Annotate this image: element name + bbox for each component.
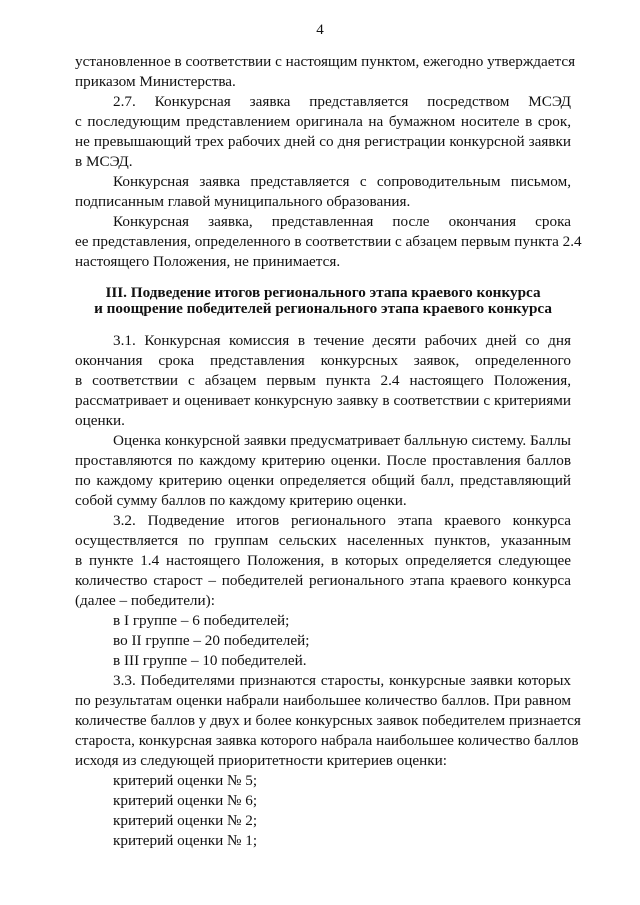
text-line: подписанным главой муниципального образования. bbox=[75, 193, 411, 210]
text-line: осуществляется по группам сельских населенных пунктов, указанным bbox=[75, 532, 571, 549]
page-number: 4 bbox=[316, 22, 324, 38]
text-line: собой сумму баллов по каждому критерию оценки. bbox=[75, 492, 407, 509]
text-line: с последующим представлением оригинала на бумажном носителе в срок, bbox=[75, 113, 571, 130]
text-line: проставляются по каждому критерию оценки. После проставления баллов bbox=[75, 452, 571, 469]
text-line: настоящего Положения, не принимается. bbox=[75, 253, 341, 270]
list-item: критерий оценки № 5; bbox=[113, 772, 258, 789]
text-line: в МСЭД. bbox=[75, 153, 133, 170]
list-item: во II группе – 20 победителей; bbox=[113, 632, 310, 649]
section-heading: III. Подведение итогов регионального этапа краевого конкурса bbox=[105, 284, 541, 301]
list-item: в I группе – 6 победителей; bbox=[113, 612, 290, 629]
text-line: ее представления, определенного в соответствии с абзацем первым пункта 2.4 bbox=[75, 233, 582, 250]
text-line: приказом Министерства. bbox=[75, 73, 236, 90]
text-line: рассматривает и оценивает конкурсную заявку в соответствии с критериями bbox=[75, 392, 571, 409]
text-line: количестве баллов у двух и более конкурсных заявок победителем признается bbox=[75, 712, 581, 729]
paragraph-start: Конкурсная заявка, представленная после окончания срока bbox=[113, 213, 571, 230]
text-line: исходя из следующей приоритетности критериев оценки: bbox=[75, 752, 447, 769]
text-line: оценки. bbox=[75, 412, 125, 429]
text-line: по результатам оценки набрали наибольшее количество баллов. При равном bbox=[75, 692, 571, 709]
text-line: староста, конкурсная заявка которого набрала наибольшее количество баллов bbox=[75, 732, 579, 749]
text-line: в соответствии с абзацем первым пункта 2.4 настоящего Положения, bbox=[75, 372, 571, 389]
text-line: установленное в соответствии с настоящим пунктом, ежегодно утверждается bbox=[75, 53, 576, 70]
list-item: критерий оценки № 1; bbox=[113, 832, 258, 849]
paragraph-3-1: 3.1. Конкурсная комиссия в течение десяти рабочих дней со дня bbox=[113, 332, 571, 349]
paragraph-start: Оценка конкурсной заявки предусматривает балльную систему. Баллы bbox=[113, 432, 571, 449]
text-line: в пункте 1.4 настоящего Положения, в которых определяется следующее bbox=[75, 552, 571, 569]
text-line: по каждому критерию оценки определяется общий балл, представляющий bbox=[75, 472, 571, 489]
text-line: окончания срока представления конкурсных заявок, определенного bbox=[75, 352, 571, 369]
text-line: не превышающий трех рабочих дней со дня регистрации конкурсной заявки bbox=[75, 133, 571, 150]
section-heading: и поощрение победителей регионального этапа краевого конкурса bbox=[94, 300, 552, 317]
list-item: в III группе – 10 победителей. bbox=[113, 652, 307, 669]
list-item: критерий оценки № 2; bbox=[113, 812, 258, 829]
text-line: (далее – победители): bbox=[75, 592, 215, 609]
paragraph-3-2: 3.2. Подведение итогов регионального этапа краевого конкурса bbox=[113, 512, 571, 529]
text-line: количество старост – победителей регионального этапа краевого конкурса bbox=[75, 572, 571, 589]
paragraph-3-3: 3.3. Победителями признаются старосты, конкурсные заявки которых bbox=[113, 672, 571, 689]
paragraph-2-7: 2.7. Конкурсная заявка представляется посредством МСЭД bbox=[113, 93, 571, 110]
paragraph-start: Конкурсная заявка представляется с сопроводительным письмом, bbox=[113, 173, 571, 190]
list-item: критерий оценки № 6; bbox=[113, 792, 258, 809]
